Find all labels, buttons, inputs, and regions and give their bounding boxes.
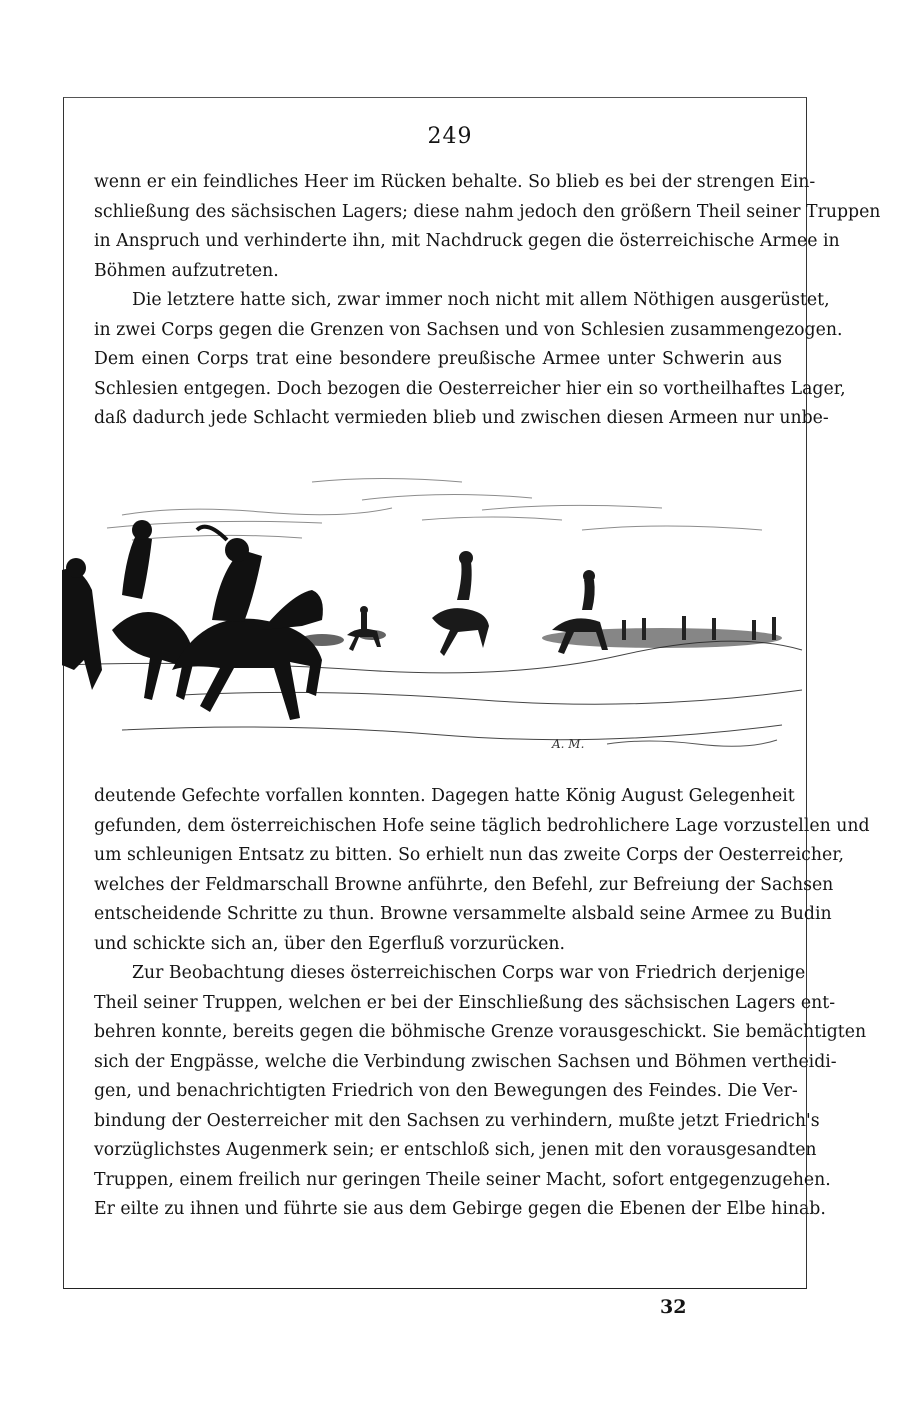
text-block-lower (94, 782, 870, 1225)
text-line: welches der Feldmarschall Browne anführte, den Befehl, zur Befreiung der Sachsen (94, 874, 834, 895)
text-line: deutende Gefechte vorfallen konnten. Dagegen hatte König August Gelegenheit (94, 786, 795, 806)
page-number: 249 (427, 124, 473, 149)
text-line: in Anspruch und verhinderte ihn, mit Nachdruck gegen die österreichische Armee in (94, 231, 840, 251)
text-line: Die letztere hatte sich, zwar immer noch nicht mit allem Nöthigen ausgerüstet, (132, 290, 830, 310)
text-line: in zwei Corps gegen die Grenzen von Sachsen und von Schlesien zusammengezogen. (94, 319, 843, 340)
cavalry-illustration (62, 460, 802, 760)
text-line: vorzüglichstes Augenmerk sein; er entschloß sich, jenen mit den vorausgesandten (94, 1140, 817, 1160)
illustration-monogram: A. M. (552, 737, 585, 751)
text-line: Böhmen aufzutreten. (94, 260, 279, 281)
text-line: Dem einen Corps trat eine besondere preußische Armee unter Schwerin aus (94, 349, 782, 369)
text-line: bindung der Oesterreicher mit den Sachsen zu verhindern, mußte jetzt Friedrich's (94, 1110, 820, 1131)
text-line: gefunden, dem österreichischen Hofe seine täglich bedrohlichere Lage vorzustellen und (94, 815, 870, 836)
signature-mark: 32 (660, 1296, 687, 1318)
text-line: wenn er ein feindliches Heer im Rücken behalte. So blieb es bei der strengen Ein- (94, 172, 816, 192)
text-line: Theil seiner Truppen, welchen er bei der Einschließung des sächsischen Lagers ent- (94, 992, 836, 1013)
text-line: daß dadurch jede Schlacht vermieden blieb und zwischen diesen Armeen nur unbe- (94, 408, 829, 428)
text-line: Schlesien entgegen. Doch bezogen die Oesterreicher hier ein so vortheilhaftes Lager, (94, 378, 846, 399)
text-line: gen, und benachrichtigten Friedrich von den Bewegungen des Feindes. Die Ver- (94, 1081, 798, 1101)
text-line: Er eilte zu ihnen und führte sie aus dem Gebirge gegen die Ebenen der Elbe hinab. (94, 1199, 826, 1219)
text-line: schließung des sächsischen Lagers; diese nahm jedoch den größern Theil seiner Truppen (94, 201, 881, 222)
text-line: um schleunigen Entsatz zu bitten. So erhielt nun das zweite Corps der Oesterreicher, (94, 845, 845, 865)
text-line: sich der Engpässe, welche die Verbindung zwischen Sachsen und Böhmen vertheidi- (94, 1051, 837, 1072)
text-line: und schickte sich an, über den Egerfluß vorzurücken. (94, 933, 565, 954)
text-line: Truppen, einem freilich nur geringen Theile seiner Macht, sofort entgegenzugehen. (94, 1169, 831, 1190)
text-line: Zur Beobachtung dieses österreichischen Corps war von Friedrich derjenige (132, 963, 806, 983)
text-line: entscheidende Schritte zu thun. Browne versammelte alsbald seine Armee zu Budin (94, 904, 832, 924)
text-block-upper (94, 168, 881, 434)
text-line: behren konnte, bereits gegen die böhmische Grenze vorausgeschickt. Sie bemächtigten (94, 1022, 867, 1042)
